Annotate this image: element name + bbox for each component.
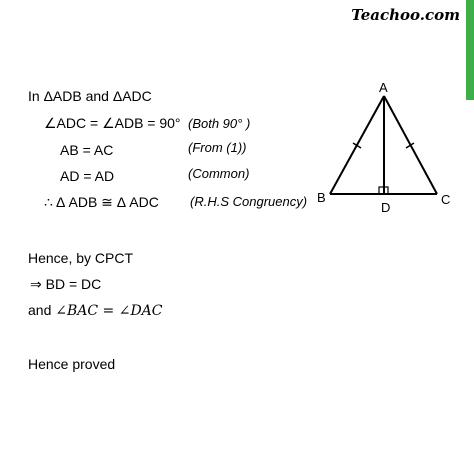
proof-step-2-reason: (From (1)) [188,140,247,155]
proof-step-4-reason: (R.H.S Congruency) [190,194,308,209]
label-c: C [441,192,451,207]
bd-dc-line: ⇒ BD = DC [30,276,102,292]
brand-logo: Teachoo.com [351,6,460,24]
proof-step-1: ∠ADC = ∠ADB = 90° [44,115,181,131]
label-d: D [381,200,391,215]
angle-line-prefix: and [28,302,56,318]
angle-line-math: ∠BAC = ∠DAC [55,303,163,319]
conclusion: Hence proved [28,356,116,372]
proof-step-3: AD = AD [60,168,115,184]
proof-step-4: ∴ Δ ADB ≅ Δ ADC [44,194,159,210]
proof-step-2: AB = AC [60,142,114,158]
proof-step-1-reason: (Both 90° ) [188,116,251,131]
proof-step-3-reason: (Common) [188,166,250,181]
label-b: B [317,190,326,205]
label-a: A [379,80,388,95]
proof-intro: In ΔADB and ΔADC [28,88,152,104]
cpct-line: Hence, by CPCT [28,250,134,266]
